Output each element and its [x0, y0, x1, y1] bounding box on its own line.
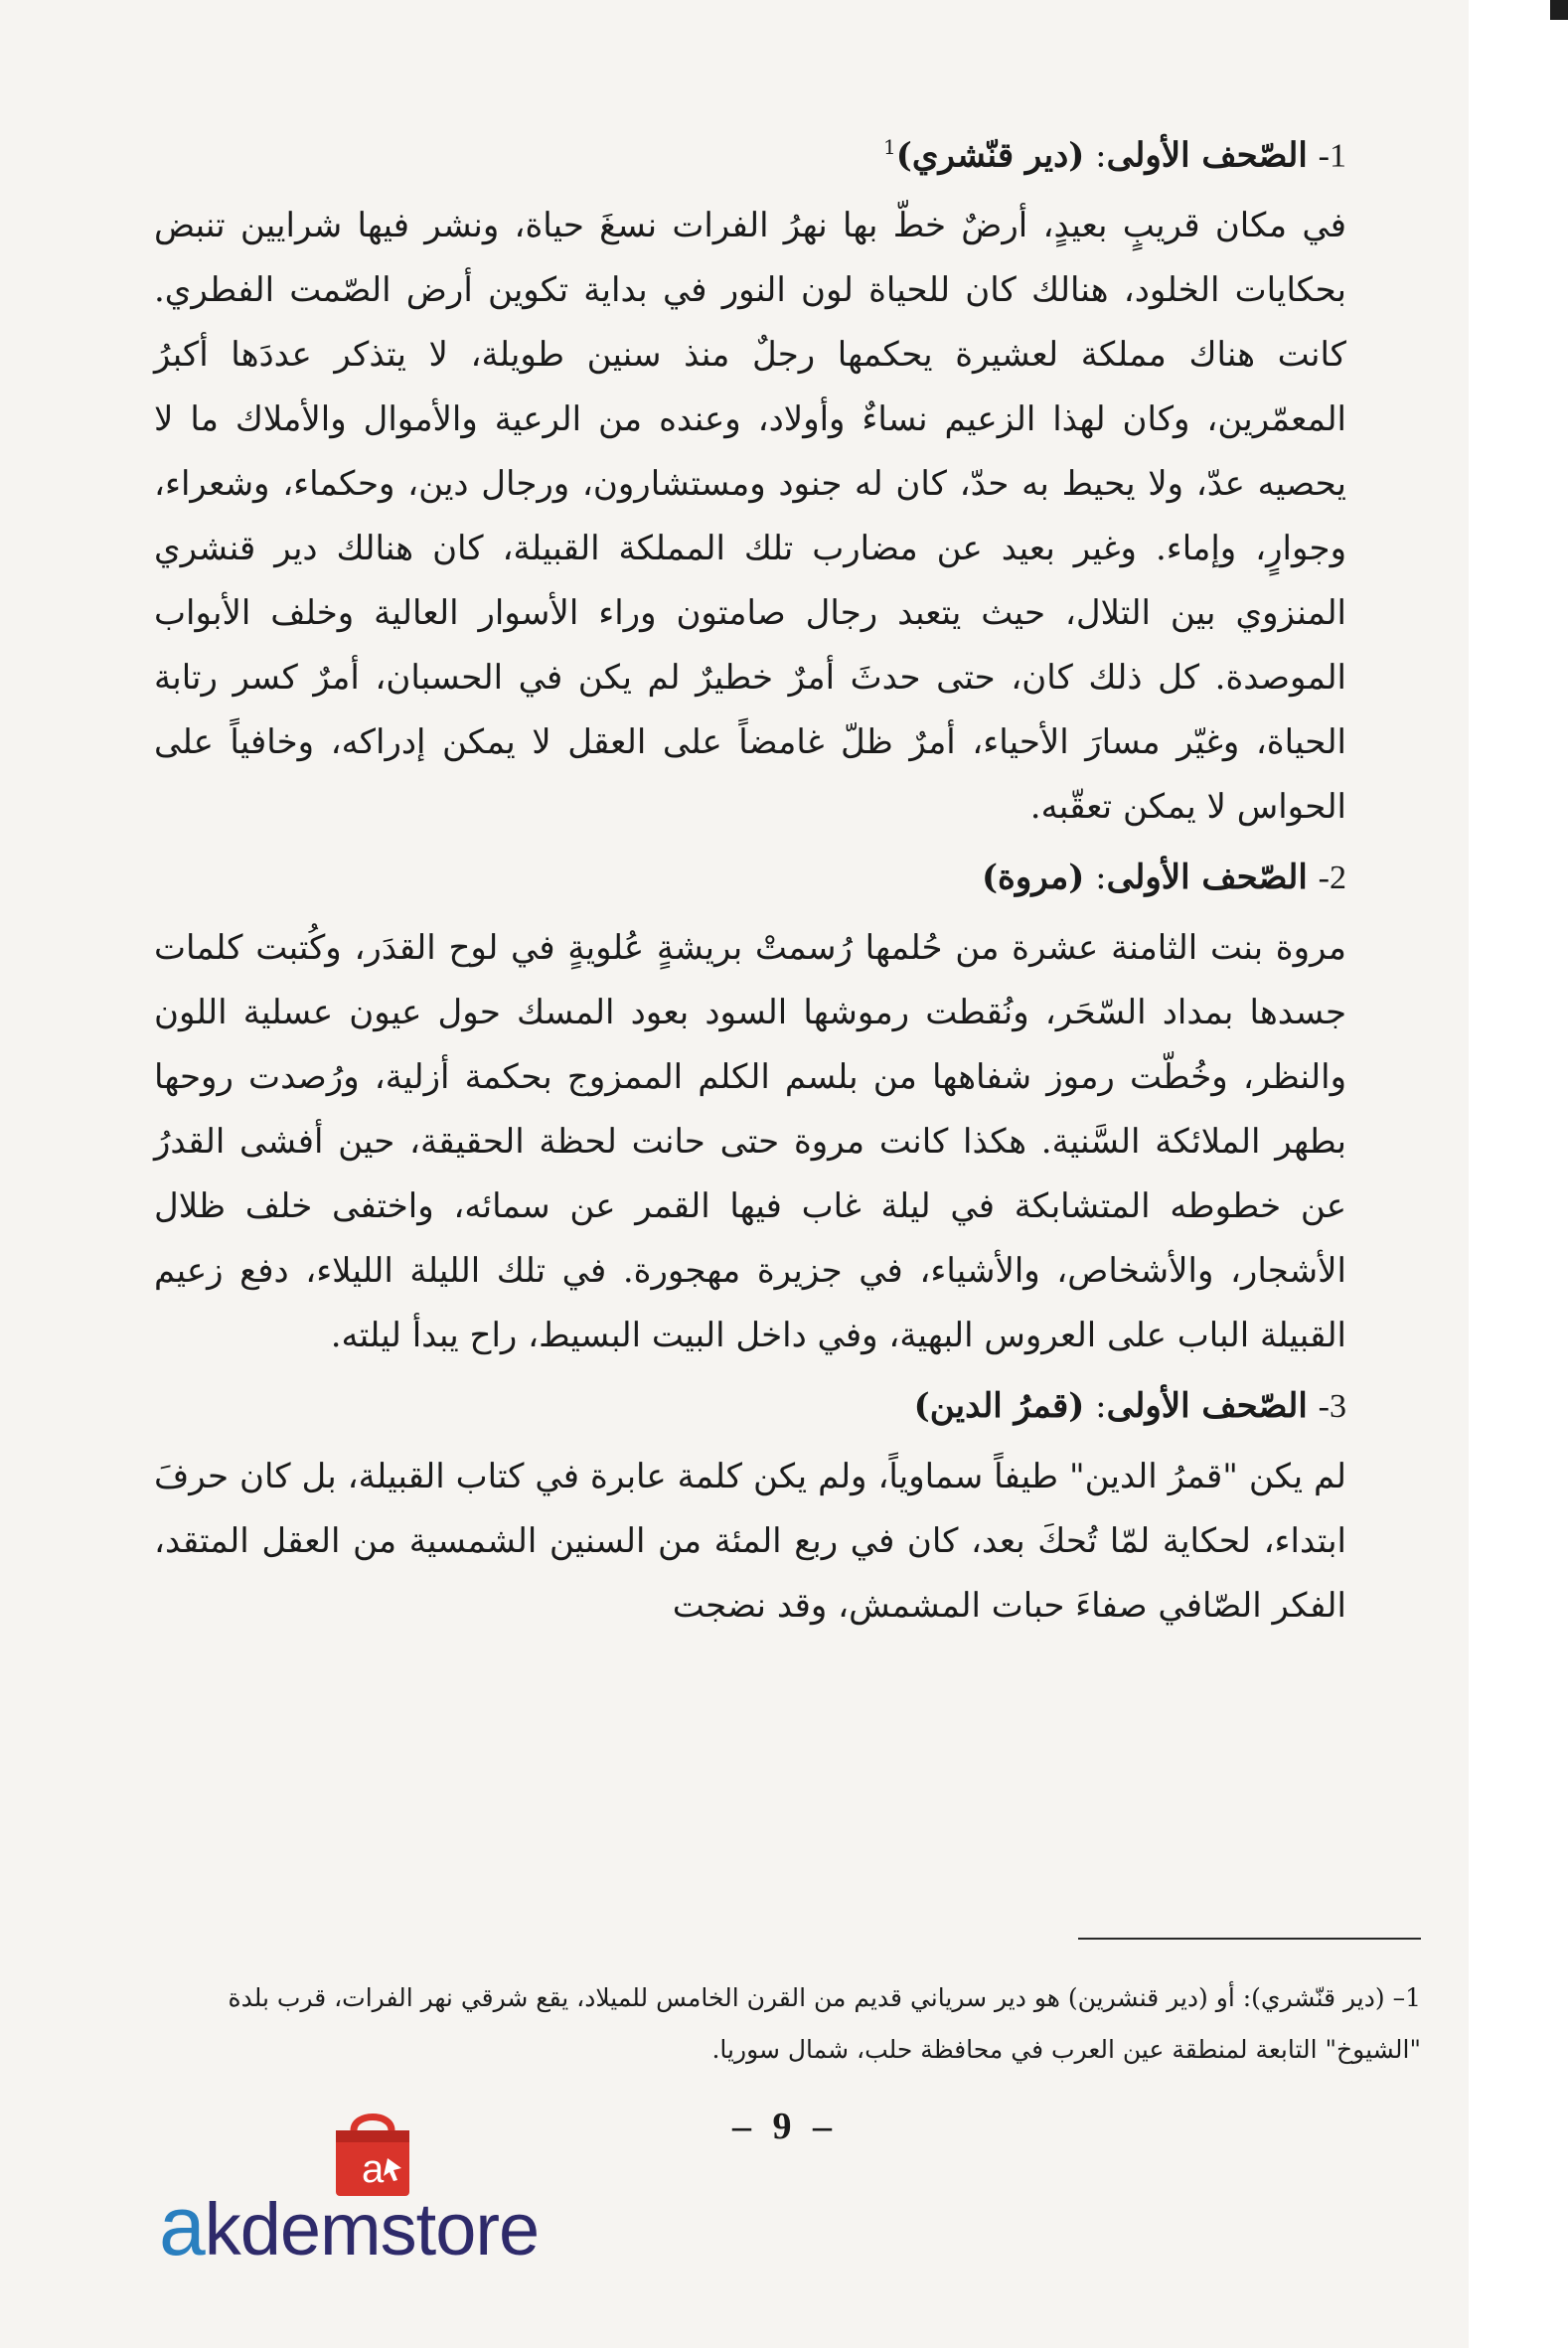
section-subtitle: (مروة) [981, 858, 1085, 898]
section-subtitle: (دير قنّشري) [895, 135, 1085, 176]
footnote: 1– (دير قنّشري): أو (دير قنشرين) هو دير سرياني قديم من القرن الخامس للميلاد، يقع شرقي نهر الفرات، قرب بلدة "الشيوخ" التابعة لمنطقة عين العرب في محافظة حلب، شمال سوريا. [228, 1983, 1421, 2064]
section-paragraph-3: لم يكن "قمرُ الدين" طيفاً سماوياً، ولم يكن كلمة عابرة في كتاب القبيلة، بل كان حرفَ ابتداء، لحكاية لمّا تُحكَ بعد، كان في ربع المئة من السنين الشمسية من العقل المتقد، الفكر الصّافي صفاءَ حبات المشمش، وقد نضجت [154, 1457, 1347, 1627]
logo-letter: a [362, 2147, 385, 2191]
section-subtitle: (قمرُ الدين) [913, 1386, 1085, 1427]
page-number: – 9 – [732, 2106, 838, 2147]
section-paragraph-1: في مكان قريبٍ بعيدٍ، أرضٌ خطّ بها نهرُ الفرات نسغَ حياة، ونشر فيها شرايين تنبض بحكايات الخلود، هنالك كان للحياة لون النور في بداية تكوين أرض الصّمت الفطري. كانت هناك مملكة لعشيرة يحكمها رجلٌ منذ سنين طويلة، لا يتذكر عددَها أكبرُ المعمّرين، وكان لهذا الزعيم نساءٌ وأولاد، وعنده من الرعية والأموال والأملاك ما لا يحصيه عدّ، ولا يحيط به حدّ، كان له جنود ومستشارون، ورجال دين، وحكماء، وشعراء، وجوارٍ، وإماء. وغير بعيد عن مضارب تلك المملكة القبيلة، كان هنالك دير قنشري المنزوي بين التلال، حيث يتعبد رجال صامتون وراء الأسوار العالية وخلف الأبواب الموصدة. كل ذلك كان، حتى حدثَ أمرٌ خطيرٌ لم يكن في الحسبان، أمرٌ كسر رتابة الحياة، وغيّر مسارَ الأحياء، أمرٌ ظلّ غامضاً على العقل لا يمكن إدراكه، وخافياً على الحواس لا يمكن تعقّبه. [154, 206, 1346, 828]
brand-logo-initial: a [159, 2179, 205, 2272]
scan-edge [1550, 0, 1568, 20]
brand-logo-name: kdemstore [204, 2188, 540, 2270]
section-title: الصّحف الأولى [1106, 1386, 1308, 1427]
section-title: الصّحف الأولى [1106, 858, 1308, 898]
brand-logo [159, 2178, 539, 2274]
section-paragraph-2: مروة بنت الثامنة عشرة من حُلمها رُسمتْ بريشةٍ عُلويةٍ في لوح القدَر، وكُتبت كلمات جسدها بمداد السّحَر، ونُقطت رموشها السود بعود المسك حول عيون عسلية اللون والنظر، وخُطّت رموز شفاهها من بلسم الكلم الممزوج بحكمة أزلية، ورُصدت روحها بطهر الملائكة السَّنية. هكذا كانت مروة حتى حانت لحظة الحقيقة، حين أفشى القدرُ عن خطوطه المتشابكة في ليلة غاب فيها القمر عن سمائه، واختفى خلف ظلال الأشجار، والأشخاص، والأشياء، في جزيرة مهجورة. في تلك الليلة الليلاء، دفع زعيم القبيلة الباب على العروس البهية، وفي داخل البيت البسيط، راح يبدأ ليلته. [154, 928, 1346, 1356]
section-heading-2: 2- الصّحف الأولى: (مروة) [981, 858, 1346, 898]
footnote-divider [1078, 1938, 1421, 1940]
section-heading-1: 1- الصّحف الأولى: (دير قنّشري)$^1$ [883, 135, 1346, 176]
section-number: 1- [1318, 137, 1346, 175]
body-text [154, 109, 1346, 1639]
section-number: 2- [1318, 860, 1346, 897]
section-title: الصّحف الأولى [1106, 135, 1308, 176]
footnote-ref: 1 [883, 135, 896, 159]
section-number: 3- [1318, 1388, 1346, 1426]
section-heading-3: 3- الصّحف الأولى: (قمرُ الدين) [913, 1386, 1346, 1427]
